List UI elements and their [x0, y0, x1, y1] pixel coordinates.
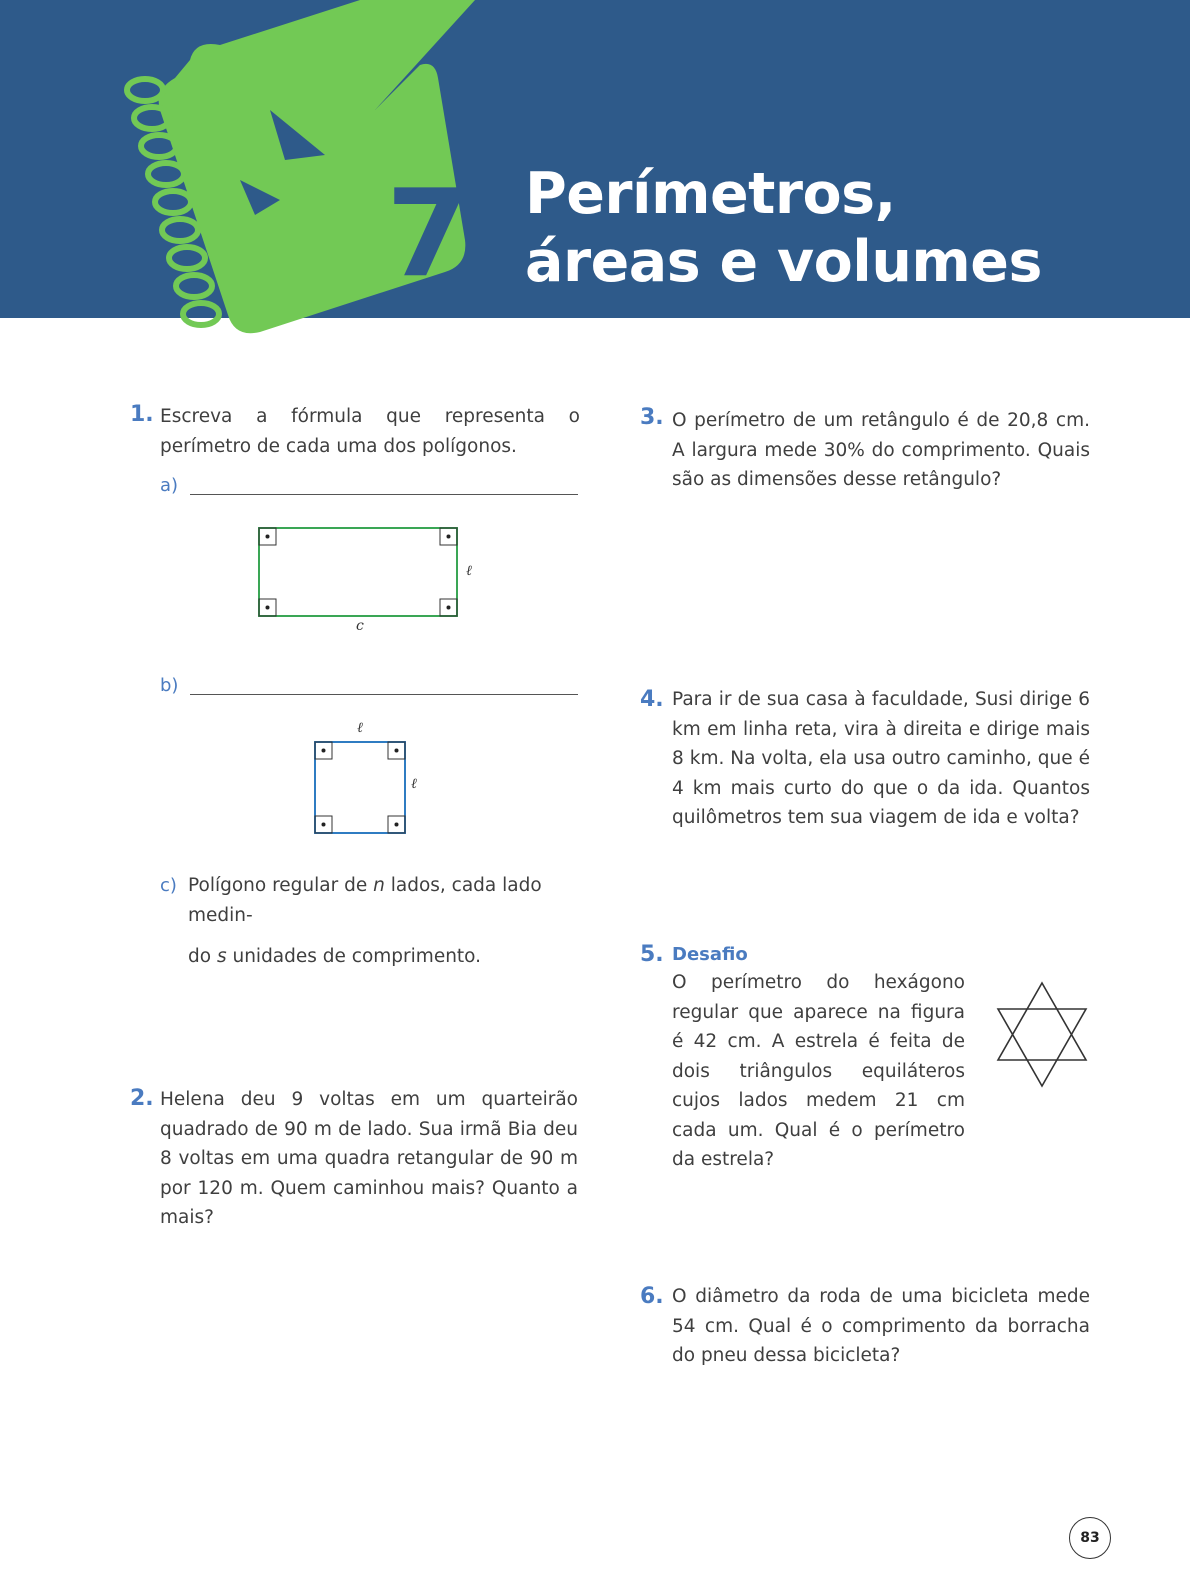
question-2-text: Helena deu 9 voltas em um quarteirão quadrado de 90 m de lado. Sua irmã Bia deu 8 voltas em uma quadra retangular de 90 m por 120 m. Quem caminhou mais? Quanto a mais?	[160, 1089, 578, 1228]
desafio-heading: Desafio	[672, 944, 748, 965]
question-6-text: O diâmetro da roda de uma bicicleta mede 54 cm. Qual é o comprimento da borracha do pneu dessa bicicleta?	[672, 1286, 1090, 1366]
question-1-number: 1.	[130, 402, 154, 427]
answer-line-b[interactable]	[190, 694, 578, 695]
rectangle-figure	[255, 520, 485, 640]
item-c-var-n: n	[373, 875, 385, 896]
question-5-number: 5.	[640, 942, 664, 967]
chapter-title-line1: Perímetros,	[525, 161, 896, 227]
item-c-text	[188, 871, 588, 972]
item-c-text-3: do	[188, 946, 217, 967]
item-c-text-2: lados, cada lado medin-	[188, 875, 542, 926]
question-3-text: O perímetro de um retângulo é de 20,8 cm. A largura mede 30% do comprimento. Quais são as dimensões desse retângulo?	[672, 410, 1090, 490]
page-number: 83	[1069, 1517, 1111, 1559]
item-a-label: a)	[160, 475, 179, 496]
question-3-number: 3.	[640, 405, 664, 430]
item-c-text-1: Polígono regular de	[188, 875, 374, 896]
question-1-text: Escreva a fórmula que representa o perímetro de cada uma dos polígonos.	[160, 406, 580, 457]
chapter-title	[525, 160, 1042, 296]
item-c-text-4: unidades de comprimento.	[226, 946, 482, 967]
rectangle-side-l-label: ℓ	[466, 563, 472, 579]
square-side-right-label: ℓ	[411, 776, 417, 792]
question-3	[672, 406, 1090, 495]
question-4-text: Para ir de sua casa à faculdade, Susi dirige 6 km em linha reta, vira à direita e dirige mais 8 km. Na volta, ela usa outro caminho, que é 4 km mais curto do que o da ida. Quantos quilômetros tem sua viagem de ida e volta?	[672, 689, 1090, 828]
square-figure	[312, 738, 412, 838]
chapter-number: 7	[386, 165, 470, 304]
question-5-text: O perímetro do hexágono regular que aparece na figura é 42 cm. A estrela é feita de dois triângulos equiláteros cujos lados medem 21 cm cada um. Qual é o perímetro da estrela?	[672, 972, 965, 1170]
question-2	[160, 1085, 578, 1233]
answer-line-a[interactable]	[190, 494, 578, 495]
question-6-number: 6.	[640, 1284, 664, 1309]
item-c-var-s: s	[216, 946, 227, 967]
question-6	[672, 1282, 1090, 1371]
chapter-title-line2: áreas e volumes	[525, 229, 1042, 295]
question-4-number: 4.	[640, 687, 664, 712]
notebook-chapter-icon	[120, 0, 480, 345]
star-of-david-figure	[994, 980, 1090, 1090]
item-c-label: c)	[160, 875, 177, 896]
square-side-top-label: ℓ	[357, 720, 363, 736]
question-5	[672, 968, 965, 1175]
question-2-number: 2.	[130, 1086, 154, 1111]
rectangle-side-c-label: c	[356, 618, 364, 634]
question-1	[160, 402, 580, 461]
item-b-label: b)	[160, 675, 179, 696]
question-4	[672, 685, 1090, 833]
